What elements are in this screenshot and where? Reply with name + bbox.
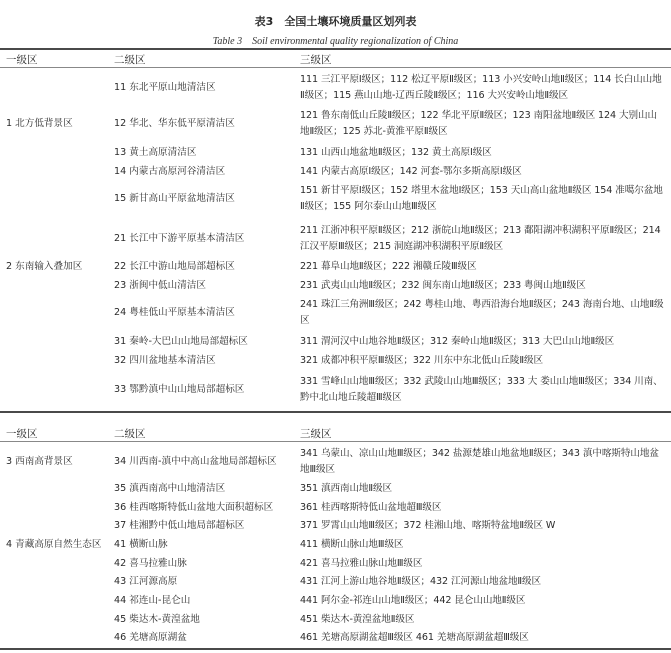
level3-cell: 141 内蒙古高原Ⅰ级区；142 河套-鄂尔多斯高原Ⅰ级区 <box>300 166 522 177</box>
level3-cell: 111 三江平原Ⅰ级区；112 松辽平原Ⅱ级区；113 小兴安岭山地Ⅱ级区；114 长白山山地Ⅱ级区；115 燕山山地-辽西丘陵Ⅱ级区；116 大兴安岭山地Ⅱ级区 <box>300 74 662 101</box>
level1-cell: 4 青藏高原自然生态区 <box>6 539 102 550</box>
level3-cell: 321 成都冲积平原Ⅲ级区；322 川东中东北低山丘陵Ⅱ级区 <box>300 355 543 366</box>
level2-cell: 21 长江中下游平原基本清洁区 <box>114 233 245 244</box>
level2-cell: 36 桂西喀斯特低山盆地大面积超标区 <box>114 502 274 513</box>
level2-cell: 32 四川盆地基本清洁区 <box>114 355 216 366</box>
table-caption-en: Table 3 Soil environmental quality regionalization of China <box>212 36 459 47</box>
header-level1: 一级区 <box>6 54 38 66</box>
level3-cell: 311 渭河汉中山地谷地Ⅱ级区；312 秦岭山地Ⅱ级区；313 大巴山山地Ⅱ级区 <box>300 336 615 347</box>
level2-cell: 34 川西南-滇中中高山盆地局部超标区 <box>114 456 277 467</box>
level3-cell: 231 武夷山山地Ⅱ级区；232 闽东南山地Ⅱ级区；233 粤闽山地Ⅱ级区 <box>300 280 586 291</box>
level2-cell: 33 鄂黔滇中山山地局部超标区 <box>114 384 245 395</box>
header-rule-1 <box>0 67 671 68</box>
level2-cell: 24 粤桂低山平原基本清洁区 <box>114 307 235 318</box>
level3-cell: 351 滇西南山地Ⅱ级区 <box>300 483 393 494</box>
level2-cell: 15 新甘高山平原盆地清洁区 <box>114 193 235 204</box>
level2-cell: 12 华北、华东低平原清洁区 <box>114 118 235 129</box>
level3-cell: 371 罗霄山山地Ⅲ级区；372 桂湘山地、喀斯特盆地Ⅱ级区 W <box>300 520 556 531</box>
header-level2: 二级区 <box>114 54 146 66</box>
level3-cell: 221 幕阜山地Ⅱ级区；222 湘赣丘陵Ⅲ级区 <box>300 261 477 272</box>
level2-cell: 44 祁连山-昆仑山 <box>114 595 191 606</box>
level3-cell: 151 新甘平原Ⅰ级区；152 塔里木盆地Ⅰ级区；153 天山高山盆地Ⅱ级区 154 准噶尔盆地Ⅱ级区；155 阿尔泰山山地Ⅲ级区 <box>300 185 663 212</box>
level2-cell: 41 横断山脉 <box>114 539 168 550</box>
level2-cell: 31 秦岭-大巴山山地局部超标区 <box>114 336 248 347</box>
level2-cell: 14 内蒙古高原河谷清洁区 <box>114 166 226 177</box>
header-level1: 一级区 <box>6 428 38 440</box>
header-level2: 二级区 <box>114 428 146 440</box>
table-caption-cn: 表3 全国土壤环境质量区划列表 <box>254 15 417 28</box>
level2-cell: 35 滇西南高中山地清洁区 <box>114 483 226 494</box>
level2-cell: 13 黄土高原清洁区 <box>114 147 197 158</box>
level1-cell: 2 东南输入叠加区 <box>6 261 83 272</box>
bottom-rule <box>0 648 671 650</box>
level2-cell: 23 浙闽中低山清洁区 <box>114 280 207 291</box>
level3-cell: 121 鲁东南低山丘陵Ⅱ级区；122 华北平原Ⅱ级区；123 南阳盆地Ⅱ级区 124 大别山山地Ⅱ级区；125 苏北-黄淮平原Ⅱ级区 <box>300 110 657 137</box>
level3-cell: 211 江浙冲积平原Ⅱ级区；212 浙皖山地Ⅱ级区；213 鄱阳湖冲积湖积平原Ⅱ级区；214 江汉平原Ⅲ级区；215 洞庭湖冲积湖积平原Ⅱ级区 <box>300 225 661 252</box>
top-rule <box>0 48 671 50</box>
level3-cell: 441 阿尔金-祁连山山地Ⅱ级区；442 昆仑山山地Ⅱ级区 <box>300 595 526 606</box>
level2-cell: 22 长江中游山地局部超标区 <box>114 261 235 272</box>
level3-cell: 241 珠江三角洲Ⅲ级区；242 粤桂山地、粤西沿海台地Ⅱ级区；243 海南台地、山地Ⅱ级区 <box>300 299 664 326</box>
level2-cell: 46 羌塘高原湖盆 <box>114 632 187 643</box>
header-rule-2 <box>0 441 671 442</box>
level2-cell: 42 喜马拉雅山脉 <box>114 558 187 569</box>
level2-cell: 37 桂湘黔中低山地局部超标区 <box>114 520 245 531</box>
level2-cell: 11 东北平原山地清洁区 <box>114 82 216 93</box>
level1-cell: 3 西南高背景区 <box>6 456 73 467</box>
header-level3: 三级区 <box>300 428 332 440</box>
level3-cell: 131 山西山地盆地Ⅱ级区；132 黄土高原Ⅰ级区 <box>300 147 492 158</box>
level2-cell: 43 江河源高原 <box>114 576 178 587</box>
level1-cell: 1 北方低背景区 <box>6 118 73 129</box>
level3-cell: 341 乌蒙山、凉山山地Ⅲ级区；342 盐源楚雄山地盆地Ⅱ级区；343 滇中喀斯特山地盆地Ⅲ级区 <box>300 448 659 475</box>
level3-cell: 331 雪峰山山地Ⅲ级区；332 武陵山山地Ⅲ级区；333 大 娄山山地Ⅲ级区；334 川南、黔中北山地丘陵超Ⅲ级区 <box>300 376 663 403</box>
level3-cell: 361 桂西喀斯特低山盆地超Ⅲ级区 <box>300 502 442 513</box>
header-level3: 三级区 <box>300 54 332 66</box>
level3-cell: 421 喜马拉雅山脉山地Ⅲ级区 <box>300 558 423 569</box>
level2-cell: 45 柴达木-黄湟盆地 <box>114 614 200 625</box>
mid-rule <box>0 411 671 413</box>
level3-cell: 451 柴达木-黄湟盆地Ⅱ级区 <box>300 614 415 625</box>
level3-cell: 411 横断山脉山地Ⅲ级区 <box>300 539 404 550</box>
level3-cell: 461 羌塘高原湖盆超Ⅲ级区 461 羌塘高原湖盆超Ⅲ级区 <box>300 632 529 643</box>
level3-cell: 431 江河上游山地谷地Ⅱ级区；432 江河源山地盆地Ⅱ级区 <box>300 576 542 587</box>
